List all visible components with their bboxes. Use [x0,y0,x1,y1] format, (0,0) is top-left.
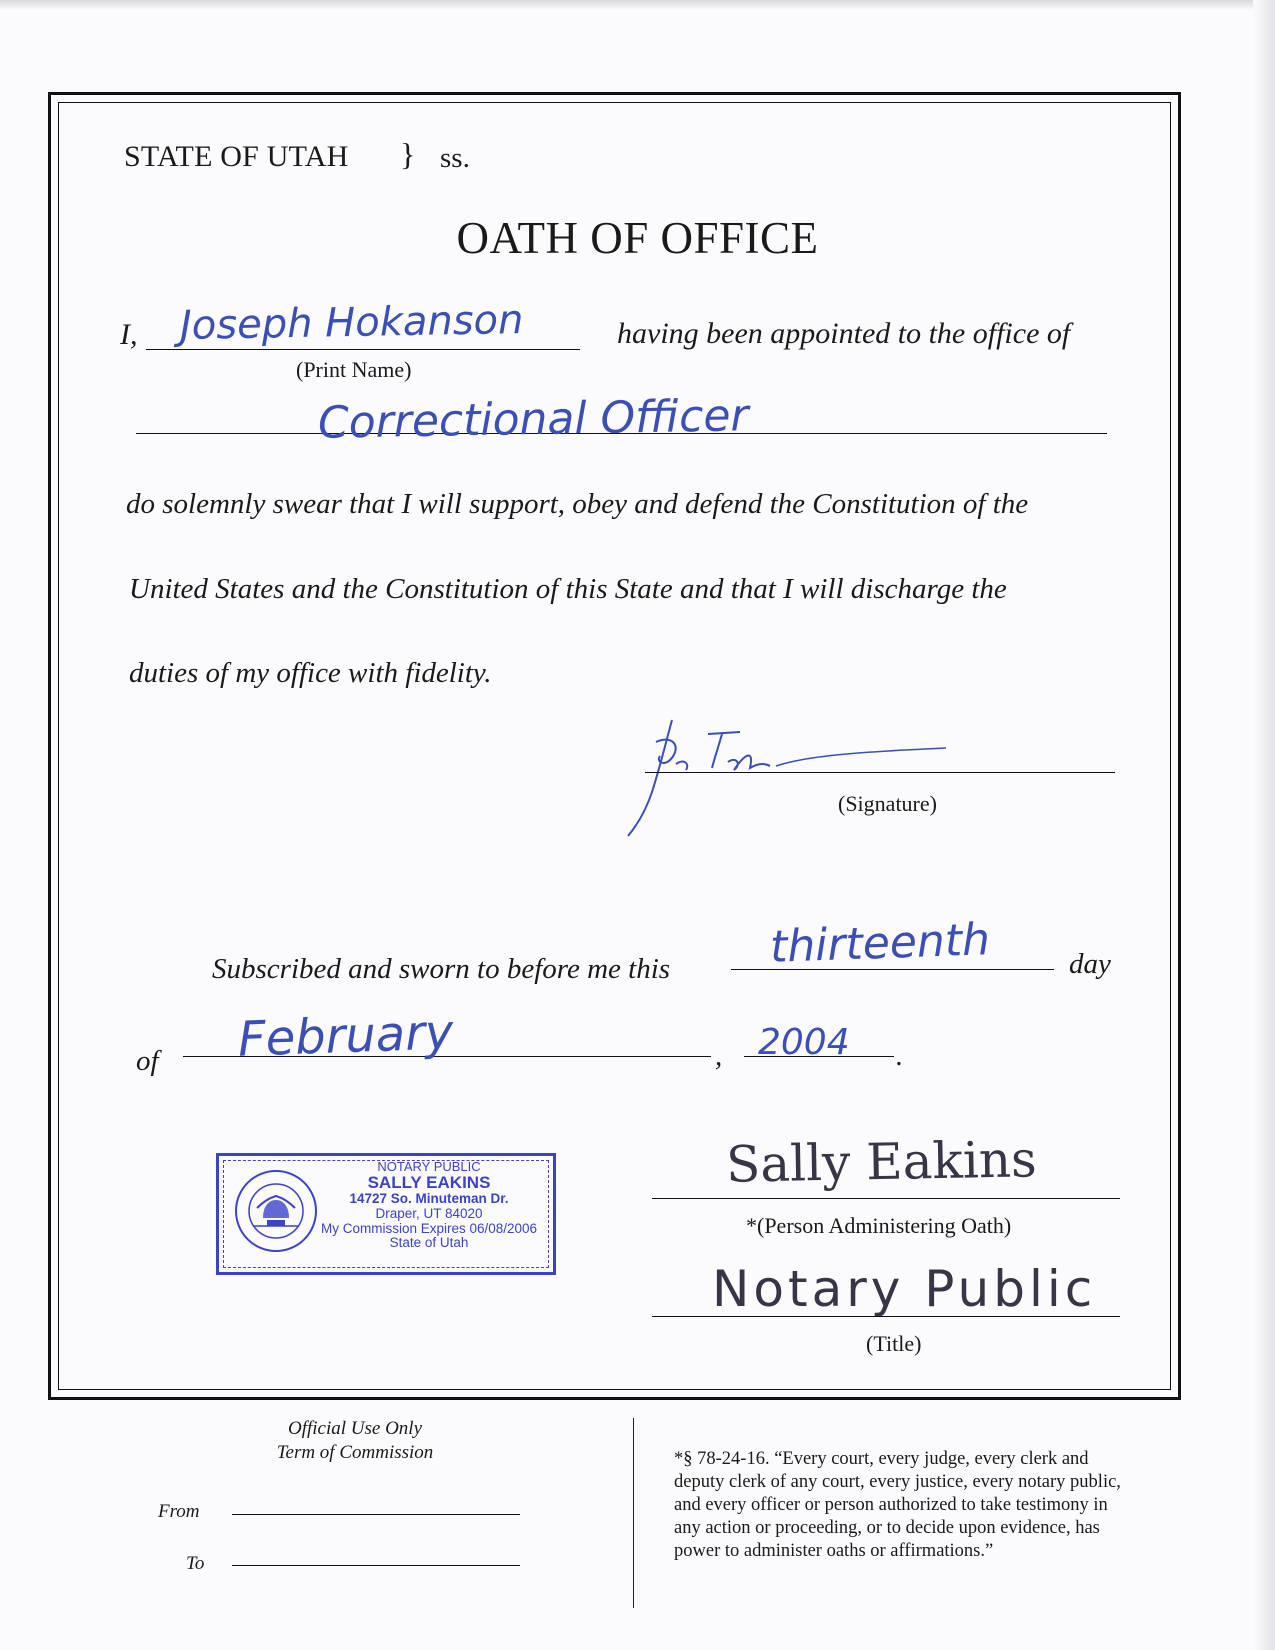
document-title: OATH OF OFFICE [456,213,819,263]
notary-seal-line-1: NOTARY PUBLIC [377,1159,481,1174]
state-heading: STATE OF UTAH [124,140,349,173]
oath-body-line-2: United States and the Constitution of this State and that I will discharge the [129,573,1007,605]
notary-seal-line-4: Draper, UT 84020 [375,1205,483,1221]
statute-line-4: any action or proceeding, or to decide upon evidence, has [674,1518,1100,1538]
signature-caption: (Signature) [838,791,937,816]
to-label: To [186,1553,205,1574]
ss-label: ss. [440,142,470,174]
from-label: From [158,1501,200,1522]
statute-line-5: power to administer oaths or affirmations.” [674,1541,994,1561]
statute-text [674,1448,1194,1563]
appointed-text: having been appointed to the office of [617,317,1071,350]
oath-pronoun: I, [120,318,138,351]
administrator-line [652,1198,1120,1199]
to-line [232,1565,520,1566]
notary-seal-line-2: SALLY EAKINS [367,1173,491,1193]
title-line [652,1316,1120,1317]
notary-seal-line-6: State of Utah [389,1235,469,1251]
month-comma: , [715,1040,723,1072]
from-line [232,1514,520,1515]
notary-seal-stamp [216,1153,556,1275]
notary-seal-line-3: 14727 So. Minuteman Dr. [349,1191,509,1207]
officer-signature [616,712,956,838]
day-word: day [1069,948,1111,980]
print-name-caption: (Print Name) [296,357,412,382]
handwritten-month: February [237,1004,455,1068]
of-word: of [136,1045,159,1077]
handwritten-office: Correctional Officer [317,390,749,449]
oath-body-line-1: do solemnly swear that I will support, obey and defend the Constitution of the [126,488,1029,520]
official-use-label: Official Use Only [287,1418,423,1439]
handwritten-year: 2004 [758,1022,850,1063]
state-brace: } [400,136,416,172]
notary-seal-line-5: My Commission Expires 06/08/2006 [320,1220,538,1236]
statute-line-3: and every officer or person authorized to take testimony in [674,1495,1108,1515]
state-seal-icon [233,1168,319,1254]
signature-line [645,772,1115,773]
title-caption: (Title) [866,1331,922,1356]
administrator-signature: Sally Eakins [725,1130,1038,1194]
statute-line-2: deputy clerk of any court, every justice, every notary public, [674,1472,1121,1492]
notary-seal-text [315,1160,543,1251]
oath-body-line-3: duties of my office with fidelity. [129,657,492,689]
sworn-intro: Subscribed and sworn to before me this [212,953,671,985]
statute-line-1: *§ 78-24-16. “Every court, every judge, every clerk and [674,1449,1089,1469]
scan-top-edge [0,0,1275,10]
year-period: . [896,1040,904,1072]
administrator-caption: *(Person Administering Oath) [746,1213,1012,1238]
name-line [146,349,580,350]
handwritten-day: thirteenth [769,914,991,973]
footer-divider [633,1418,634,1608]
handwritten-name: Joseph Hokanson [179,297,524,349]
handwritten-title: Notary Public [712,1260,1097,1318]
term-of-commission-label: Term of Commission [276,1442,434,1463]
